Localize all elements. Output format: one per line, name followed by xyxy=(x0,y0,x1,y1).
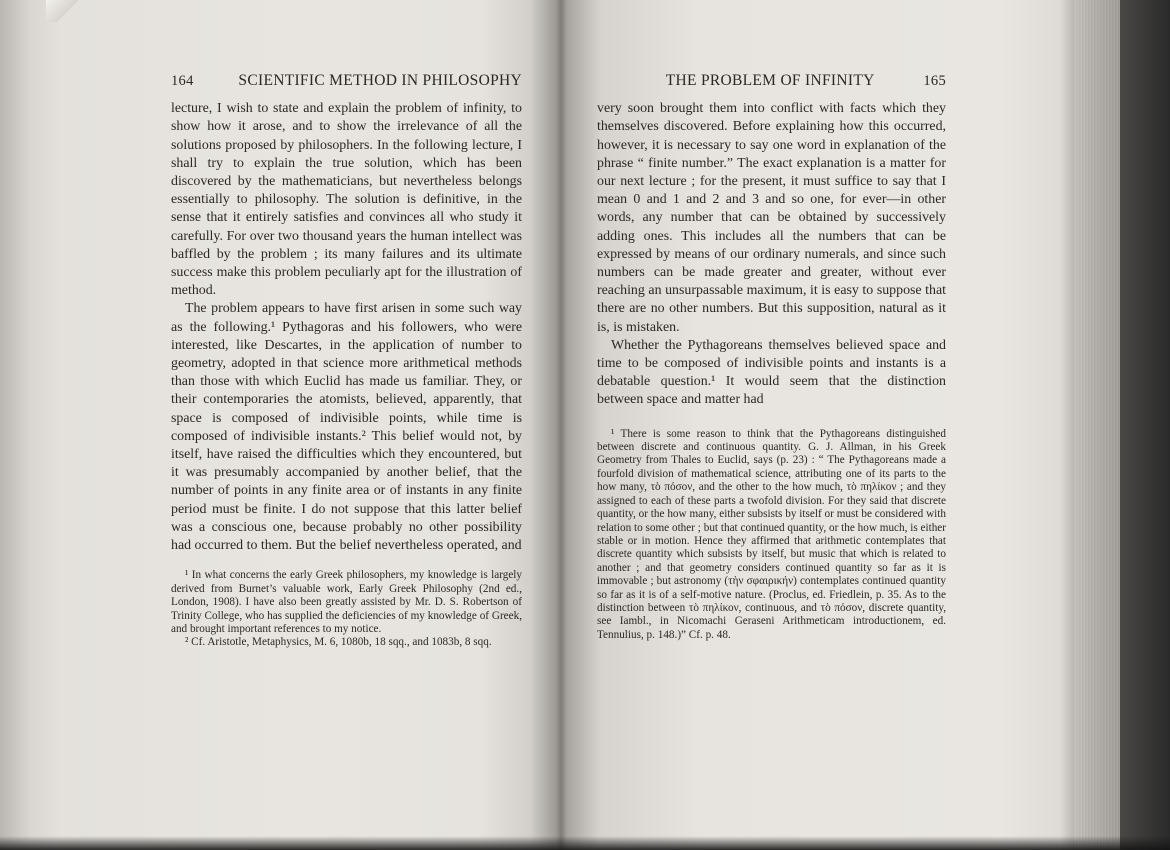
right-body-text xyxy=(597,100,946,409)
left-footnotes xyxy=(171,569,522,649)
left-paragraph-1: lecture, I wish to state and explain the problem of infinity, to show how it arose, and to show the irrelevance of all the solutions proposed by philosophers. In the following lecture, I shall try to explain the true solution, which has been discovered by the mathematicians, but nevertheless belongs essentially to philosophy. The solution is definitive, in the sense that it entirely satisfies and convinces all who study it carefully. For over two thousand years the human intellect was baffled by the problem ; its many failures and its ultimate success make this problem peculiarly apt for the illustration of method. xyxy=(171,101,522,299)
right-paragraph-1: very soon brought them into conflict with facts which they themselves discovered. Before explaining how this occurred, however, it is necessary to say one word in explanation of the phrase “ finite number.” The exact explanation is a matter for our next lecture ; for the present, it must suffice to say that I mean 0 and 1 and 2 and 3 and so one, for ever—in other words, any number that can be obtained by successively adding ones. This includes all the numbers that can be expressed by means of our ordinary numerals, and since such numbers can be made greater and greater, without ever reaching an unsurpassable maximum, it is easy to suppose that there are no other numbers. But this supposition, natural as it is, is mistaken. xyxy=(597,101,946,335)
folded-corner xyxy=(46,0,78,22)
left-running-title: SCIENTIFIC METHOD IN PHILOSOPHY xyxy=(238,72,522,89)
left-paragraph-2: The problem appears to have first arisen in some such way as the following.¹ Pythagoras and his followers, who were interested, like Descartes, in the application of number to geometry, adopted in that science more arithmetical methods than those with which Euclid has made us familiar. They, or their contemporaries the atomists, believed, apparently, that space is composed of indivisible points, while time is composed of indivisible instants.² This belief would not, by itself, have raised the difficulties which they encountered, but it was presumably accompanied by another belief, that the number of points in any finite area or of instants in any finite period must be finite. I do not suppose that this latter belief was a conscious one, because probably no other possibility had occurred to them. But the belief nevertheless operated, and xyxy=(171,301,522,554)
right-running-title: THE PROBLEM OF INFINITY xyxy=(665,72,875,89)
bottom-shadow xyxy=(0,836,1170,850)
left-footnote-2: ² Cf. Aristotle, Metaphysics, M. 6, 1080b, 18 sqq., and 1083b, 8 sqq. xyxy=(185,636,492,649)
left-body-text xyxy=(171,100,522,555)
right-paragraph-2: Whether the Pythagoreans themselves believed space and time to be composed of indivisible points and instants is a debatable question.¹ It would seem that the distinction between space and matter had xyxy=(597,337,946,408)
right-footnote-1: ¹ There is some reason to think that the Pythagoreans distinguished between discrete and continuous quantity. G. J. Allman, in his Greek Geometry from Thales to Euclid, says (p. 23) : “ The Pythagoreans made a fourfold division of mathematical science, attributing one of its parts to the how many, τὸ πόσον, and the other to the how much, τὸ πηλίκον ; and they assigned to each of these parts a twofold division. For they said that discrete quantity, or the how many, either subsists by itself or must be considered with relation to some other ; but that continued quantity, or the how much, is either stable or in motion. Hence they affirmed that arithmetic contemplates that discrete quantity which subsists by itself, but music that which is related to another ; and that geometry considers continued quantity so far as it is immovable ; but astronomy (τὴν σφαιρικήν) contemplates continued quantity so far as it is of a self-motive nature. (Proclus, ed. Friedlein, p. 35. As to the distinction between τὸ πηλίκον, continuous, and τὸ πόσον, discrete quantity, see Iambl., in Nicomachi Geraseni Arithmeticam introductionem, ed. Tennulius, p. 148.)” Cf. p. 48. xyxy=(597,427,946,641)
left-page xyxy=(171,72,522,650)
left-running-head xyxy=(171,72,522,90)
left-footnote-1: ¹ In what concerns the early Greek philosophers, my knowledge is largely derived from Burnet’s valuable work, Early Greek Philosophy (2nd ed., London, 1908). I have also been greatly assisted by Mr. D. S. Robertson of Trinity College, who has supplied the deficiencies of my knowledge of Greek, and brought important references to my notice. xyxy=(171,569,522,635)
left-page-number: 164 xyxy=(171,73,194,89)
right-page-number: 165 xyxy=(923,73,946,89)
right-page xyxy=(597,72,946,642)
right-running-head xyxy=(597,72,946,90)
right-footnotes xyxy=(597,428,946,643)
page-fore-edge xyxy=(1074,0,1120,850)
